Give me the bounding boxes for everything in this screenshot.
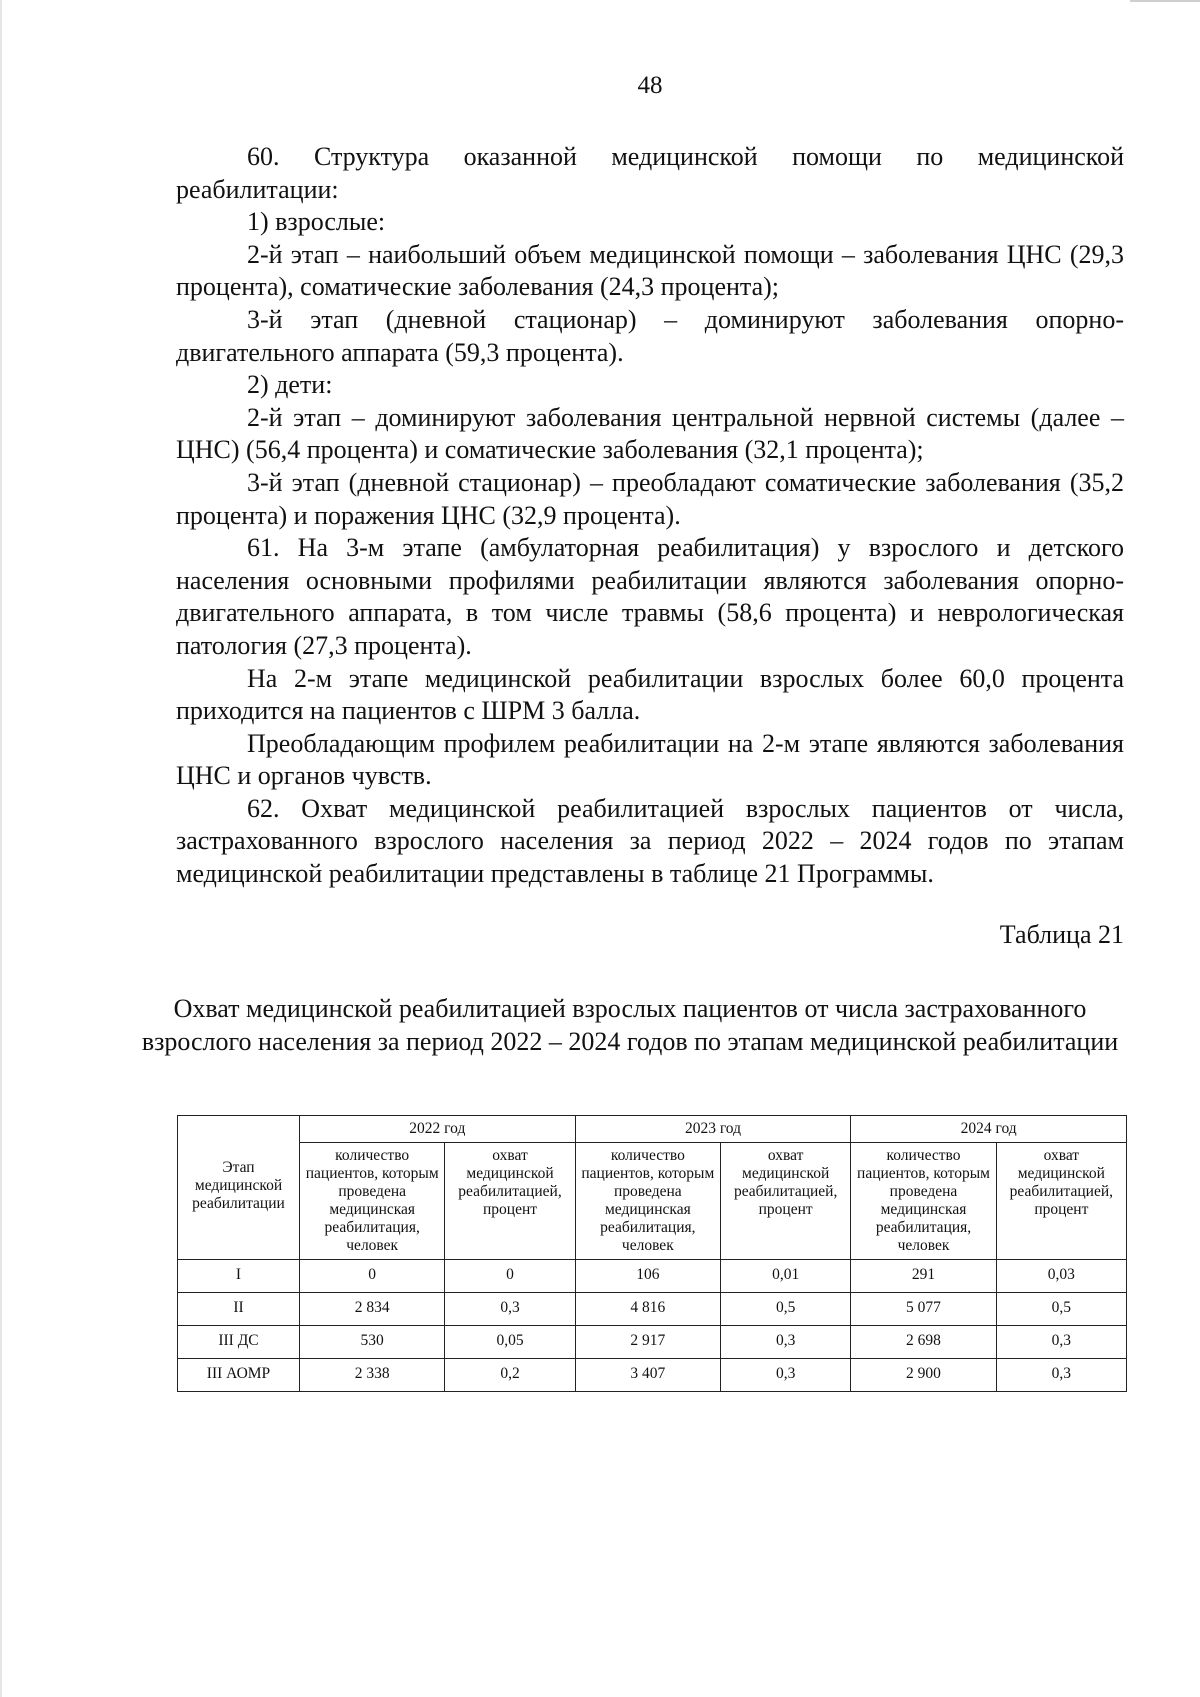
header-stage: Этап медицинской реабилитации bbox=[178, 1116, 300, 1260]
cell-value: 2 698 bbox=[851, 1326, 996, 1359]
header-count-2024: количество пациентов, которым проведена медицинская реабилитация, человек bbox=[851, 1143, 996, 1260]
cell-value: 0,01 bbox=[721, 1260, 851, 1293]
list-item-adults: 1) взрослые: bbox=[247, 207, 386, 237]
cell-value: 0,03 bbox=[996, 1260, 1126, 1293]
header-year-2022: 2022 год bbox=[300, 1116, 576, 1143]
paragraph-60: 60. Структура оказанной медицинской помощи по медицинской реабилитации: bbox=[176, 142, 1124, 204]
cell-value: 0,3 bbox=[996, 1326, 1126, 1359]
table-header-row-columns bbox=[178, 1143, 1127, 1260]
cell-value: 0 bbox=[445, 1260, 575, 1293]
paragraph-stage-2-share: На 2-м этапе медицинской реабилитации взрослых более 60,0 процента приходится на пациентов с ШРМ 3 балла. bbox=[176, 663, 1124, 726]
cell-value: 0,3 bbox=[721, 1326, 851, 1359]
cell-value: 2 834 bbox=[300, 1293, 445, 1326]
cell-value: 0,5 bbox=[996, 1293, 1126, 1326]
header-year-2024: 2024 год bbox=[851, 1116, 1127, 1143]
cell-value: 2 900 bbox=[851, 1359, 996, 1392]
table-row bbox=[178, 1359, 1127, 1392]
children-stage-2: 2-й этап – доминируют заболевания центральной нервной системы (далее – ЦНС) (56,4 процента) и соматические заболевания (32,1 процента); bbox=[176, 402, 1124, 465]
cell-value: 2 338 bbox=[300, 1359, 445, 1392]
cell-value: 0,05 bbox=[445, 1326, 575, 1359]
coverage-table bbox=[177, 1115, 1127, 1392]
header-count-2023: количество пациентов, которым проведена медицинская реабилитация, человек bbox=[575, 1143, 720, 1260]
list-item-children: 2) дети: bbox=[247, 370, 333, 400]
table-header-row-years bbox=[178, 1116, 1127, 1143]
table-label: Таблица 21 bbox=[999, 920, 1124, 949]
table-title: Охват медицинской реабилитацией взрослых пациентов от числа застрахованного взрослого населения за период 2022 – 2024 годов по этапам медицинской реабилитации bbox=[141, 994, 1119, 1056]
cell-value: 0 bbox=[300, 1260, 445, 1293]
cell-stage: I bbox=[178, 1260, 300, 1293]
cell-value: 0,3 bbox=[996, 1359, 1126, 1392]
table-row bbox=[178, 1260, 1127, 1293]
cell-value: 5 077 bbox=[851, 1293, 996, 1326]
children-stage-3: 3-й этап (дневной стационар) – преобладают соматические заболевания (35,2 процента) и поражения ЦНС (32,9 процента). bbox=[176, 467, 1124, 530]
cell-value: 0,2 bbox=[445, 1359, 575, 1392]
paragraph-dominant-profile: Преобладающим профилем реабилитации на 2-м этапе являются заболевания ЦНС и органов чувств. bbox=[176, 728, 1124, 791]
scan-top-edge bbox=[1130, 0, 1200, 2]
cell-value: 2 917 bbox=[575, 1326, 720, 1359]
paragraph-62: 62. Охват медицинской реабилитацией взрослых пациентов от числа, застрахованного взрослого населения за период 2022 – 2024 годов по этапам медицинской реабилитации представлены в таблице 21 Программы. bbox=[176, 793, 1124, 889]
cell-stage: II bbox=[178, 1293, 300, 1326]
adults-stage-3: 3-й этап (дневной стационар) – доминируют заболевания опорно-двигательного аппарата (59,3 процента). bbox=[176, 304, 1124, 367]
adults-stage-2: 2-й этап – наибольший объем медицинской помощи – заболевания ЦНС (29,3 процента), соматические заболевания (24,3 процента); bbox=[176, 239, 1124, 302]
cell-stage: III ДС bbox=[178, 1326, 300, 1359]
body-text bbox=[176, 141, 1124, 891]
table-row bbox=[178, 1293, 1127, 1326]
cell-stage: III АОМР bbox=[178, 1359, 300, 1392]
cell-value: 0,3 bbox=[721, 1359, 851, 1392]
header-coverage-2023: охват медицинской реабилитацией, процент bbox=[721, 1143, 851, 1260]
page-number: 48 bbox=[637, 72, 663, 99]
cell-value: 4 816 bbox=[575, 1293, 720, 1326]
cell-value: 0,5 bbox=[721, 1293, 851, 1326]
cell-value: 291 bbox=[851, 1260, 996, 1293]
header-coverage-2024: охват медицинской реабилитацией, процент bbox=[996, 1143, 1126, 1260]
header-coverage-2022: охват медицинской реабилитацией, процент bbox=[445, 1143, 575, 1260]
cell-value: 530 bbox=[300, 1326, 445, 1359]
cell-value: 106 bbox=[575, 1260, 720, 1293]
cell-value: 0,3 bbox=[445, 1293, 575, 1326]
cell-value: 3 407 bbox=[575, 1359, 720, 1392]
paragraph-61: 61. На 3-м этапе (амбулаторная реабилитация) у взрослого и детского населения основными профилями реабилитации являются заболевания опорно-двигательного аппарата, в том числе травмы (58,6 процента) и неврологическая патология (27,3 процента). bbox=[176, 533, 1124, 660]
scan-left-edge bbox=[0, 0, 2, 1697]
header-count-2022: количество пациентов, которым проведена медицинская реабилитация, человек bbox=[300, 1143, 445, 1260]
header-year-2023: 2023 год bbox=[575, 1116, 851, 1143]
table-row bbox=[178, 1326, 1127, 1359]
